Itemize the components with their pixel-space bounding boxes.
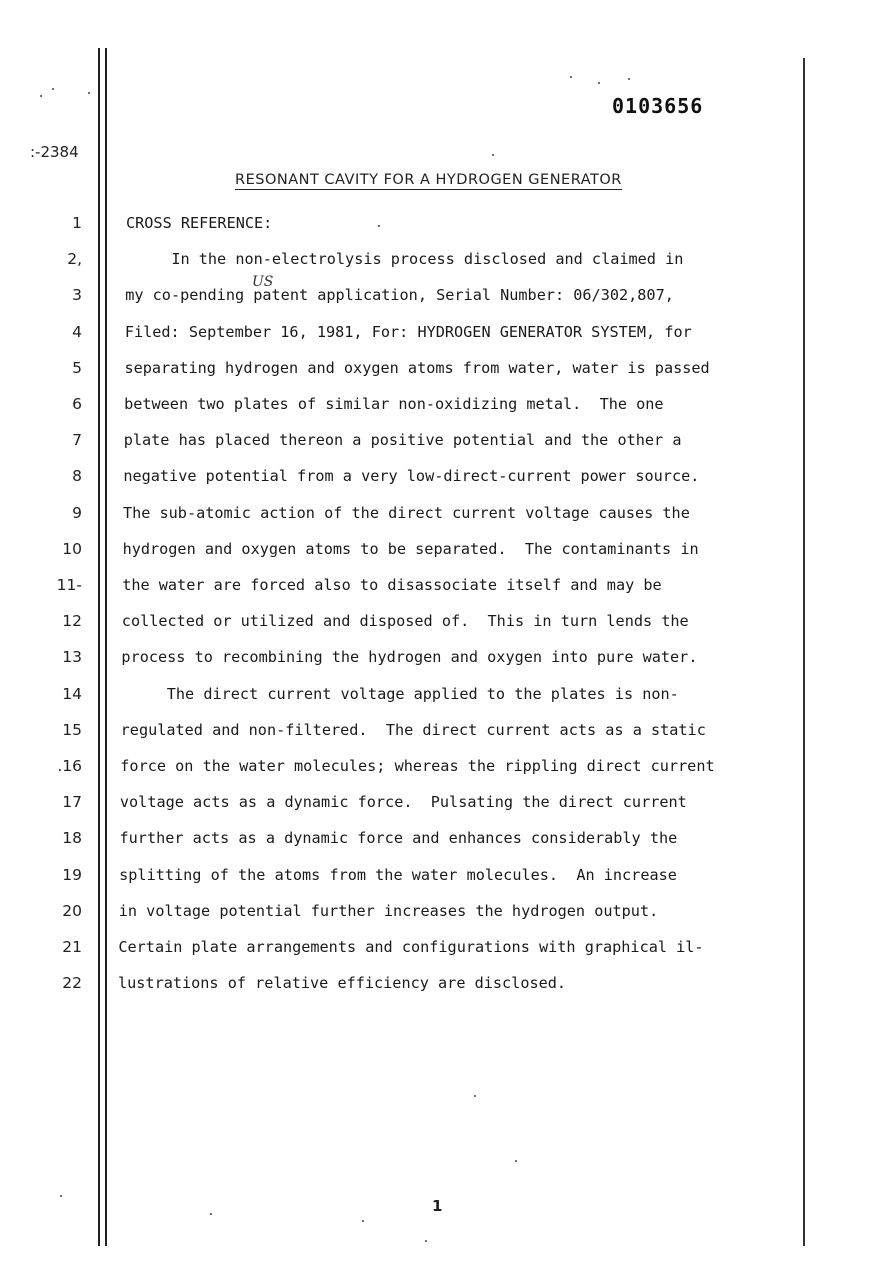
line-number: 14 [62, 684, 82, 703]
text-line: force on the water molecules; whereas the rippling direct current [120, 757, 715, 775]
scan-speck [362, 1220, 364, 1222]
text-line: negative potential from a very low-direct-current power source. [123, 467, 700, 486]
text-line: my co-pending patent application, Serial Number: 06/302,807, [125, 286, 674, 305]
scan-speck [492, 154, 494, 156]
text-line: The sub-atomic action of the direct current voltage causes the [122, 503, 690, 522]
text-line: In the non-electrolysis process disclosed and claimed in [125, 250, 684, 269]
line-number: 8 [72, 467, 82, 486]
left-margin-rule-inner [105, 48, 107, 1246]
text-line: CROSS REFERENCE: [126, 214, 273, 232]
line-number: 17 [62, 793, 82, 812]
scan-speck [88, 92, 90, 94]
scan-speck [628, 78, 630, 80]
text-line: The direct current voltage applied to the plates is non- [121, 684, 679, 703]
text-line: splitting of the atoms from the water molecules. An increase [119, 865, 677, 884]
right-margin-rule [803, 58, 805, 1246]
text-line: voltage acts as a dynamic force. Pulsating the direct current [119, 793, 687, 812]
line-number: 11- [56, 576, 82, 594]
text-line: between two plates of similar non-oxidizing metal. The one [124, 395, 664, 413]
line-number: 9 [72, 503, 82, 522]
line-number: 3 [72, 286, 82, 305]
text-line: hydrogen and oxygen atoms to be separated. The contaminants in [122, 539, 699, 558]
line-number: 20 [62, 901, 82, 920]
text-line: Filed: September 16, 1981, For: HYDROGEN GENERATOR SYSTEM, for [124, 322, 692, 341]
text-line: process to recombining the hydrogen and oxygen into pure water. [121, 648, 698, 667]
left-margin-rule [98, 48, 100, 1246]
scan-speck [60, 1195, 62, 1197]
line-number: 6 [72, 395, 82, 413]
scan-speck [210, 1213, 212, 1215]
scan-speck [474, 1095, 476, 1097]
line-number: 15 [62, 720, 82, 739]
line-number: 21 [62, 938, 82, 956]
line-number: 1 [72, 214, 82, 232]
line-number: 10 [62, 539, 82, 558]
page-title: RESONANT CAVITY FOR A HYDROGEN GENERATOR [235, 172, 622, 188]
text-line: plate has placed thereon a positive potential and the other a [123, 431, 682, 450]
line-number: 13 [62, 648, 82, 667]
line-number: 18 [62, 829, 82, 848]
text-line: regulated and non-filtered. The direct current acts as a static [120, 720, 706, 739]
line-number: 7 [72, 431, 82, 450]
scan-speck [598, 82, 600, 84]
line-number: 19 [62, 865, 82, 884]
document-number: 0103656 [612, 94, 704, 118]
scan-speck [570, 76, 572, 78]
page-number: 1 [432, 1197, 443, 1215]
line-number: 12 [62, 612, 82, 631]
case-reference: :-2384 [30, 143, 79, 161]
line-number: 5 [72, 358, 82, 377]
text-line: the water are forced also to disassociate itself and may be [122, 576, 662, 594]
line-number: 22 [62, 974, 82, 993]
text-line: lustrations of relative efficiency are disclosed. [118, 974, 567, 993]
scan-speck [52, 88, 54, 90]
text-line: further acts as a dynamic force and enhances considerably the [119, 829, 678, 848]
scan-speck [40, 95, 42, 97]
line-number: .16 [57, 757, 82, 775]
scan-speck [378, 225, 380, 227]
scan-speck [425, 1240, 427, 1242]
text-line: collected or utilized and disposed of. This in turn lends the [121, 612, 689, 631]
handwritten-mark: US [252, 274, 274, 290]
line-number: 2, [67, 250, 82, 269]
text-line: in voltage potential further increases the hydrogen output. [118, 901, 659, 920]
text-line: separating hydrogen and oxygen atoms from water, water is passed [124, 358, 710, 377]
line-number: 4 [72, 322, 82, 341]
text-line: Certain plate arrangements and configurations with graphical il- [118, 938, 704, 956]
scan-speck [515, 1160, 517, 1162]
